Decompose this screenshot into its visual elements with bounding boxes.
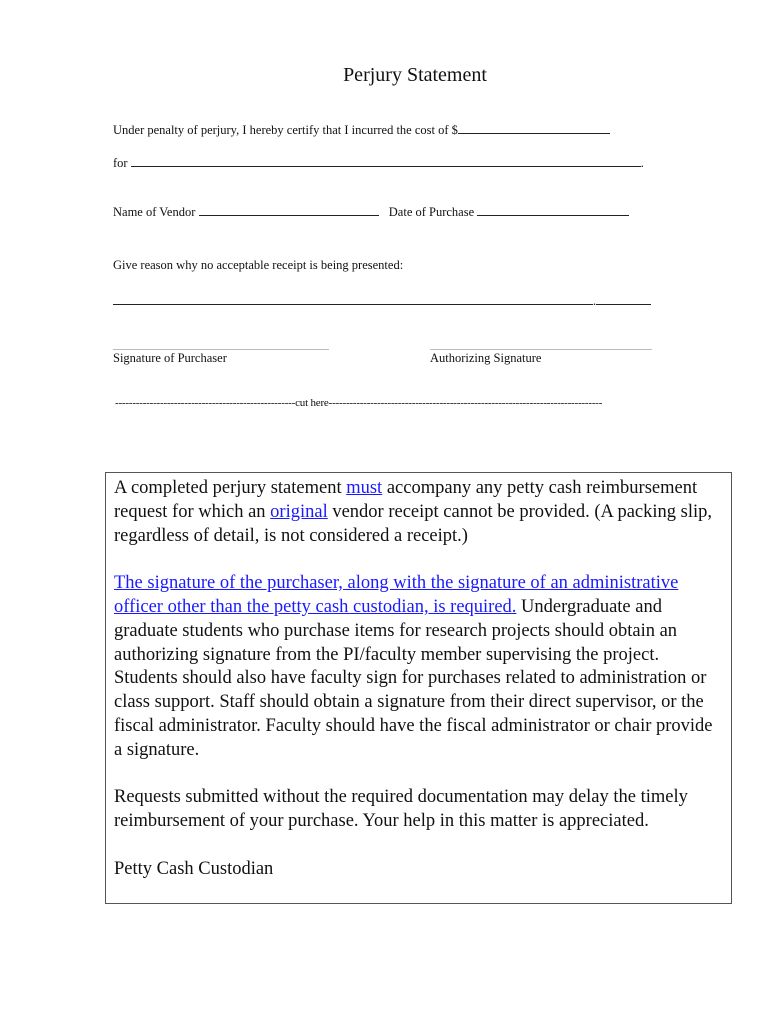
for-label: for xyxy=(113,156,128,170)
notice-paragraph-2 xyxy=(114,572,725,762)
notice-paragraph-3: Requests submitted without the required documentation may delay the timely reimbursement of your purchase. Your help in this matter is appreciated. xyxy=(114,787,688,832)
notice-box xyxy=(105,472,732,904)
original-link[interactable]: original xyxy=(270,501,328,522)
for-field[interactable] xyxy=(131,152,641,167)
notice-text: accompany any petty cash reimbursement request for which an xyxy=(114,478,698,522)
cut-dashes-left: ---------------------------------------------------- xyxy=(115,397,296,409)
for-statement xyxy=(113,152,644,171)
authorizing-signature-line[interactable] xyxy=(430,349,652,350)
vendor-label: Name of Vendor xyxy=(113,205,196,219)
reason-label: Give reason why no acceptable receipt is being presented: xyxy=(113,258,404,272)
cut-here-text: cut here xyxy=(295,397,329,409)
date-label: Date of Purchase xyxy=(388,205,475,219)
page-title: Perjury Statement xyxy=(343,64,487,86)
signature-purchaser-label: Signature of Purchaser xyxy=(113,351,227,365)
reason-row xyxy=(113,290,651,309)
purchaser-signature-line[interactable] xyxy=(113,349,329,350)
for-end: . xyxy=(640,156,644,170)
cut-dashes-right: ------------------------------------------------------------------------------- xyxy=(328,397,603,409)
vendor-field[interactable] xyxy=(199,201,379,216)
cost-statement xyxy=(113,119,610,138)
reason-field[interactable] xyxy=(113,290,593,305)
cut-line xyxy=(115,397,602,409)
reason-field-tail[interactable] xyxy=(596,290,651,305)
notice-paragraph-1 xyxy=(114,477,725,548)
cost-field[interactable] xyxy=(458,119,610,134)
date-field[interactable] xyxy=(477,201,629,216)
vendor-row xyxy=(113,201,629,220)
notice-text: A completed perjury statement xyxy=(114,478,347,498)
signature-requirement-link[interactable]: The signature of the purchaser, along with the signature of an administrative officer other than the petty cash custodian, is required. xyxy=(114,573,679,617)
signature-instructions: Undergraduate and graduate students who purchase items for research projects should obtain an authorizing signature from the PI/faculty member supervising the project. Students should also have faculty sign for purchases related to administration or class support. Staff should obtain a signature from their direct supervisor, or the fiscal administrator. Faculty should have the fiscal administrator or chair provide a signature. xyxy=(114,596,713,760)
reason-end: . xyxy=(593,294,597,308)
notice-signoff: Petty Cash Custodian xyxy=(114,858,274,879)
cost-statement-text: Under penalty of perjury, I hereby certify that I incurred the cost of $ xyxy=(113,123,458,137)
authorizing-signature-label: Authorizing Signature xyxy=(430,351,542,365)
notice-text: vendor receipt cannot be provided. (A packing slip, regardless of detail, is not considered a receipt.) xyxy=(114,501,712,546)
must-link[interactable]: must xyxy=(346,478,383,498)
